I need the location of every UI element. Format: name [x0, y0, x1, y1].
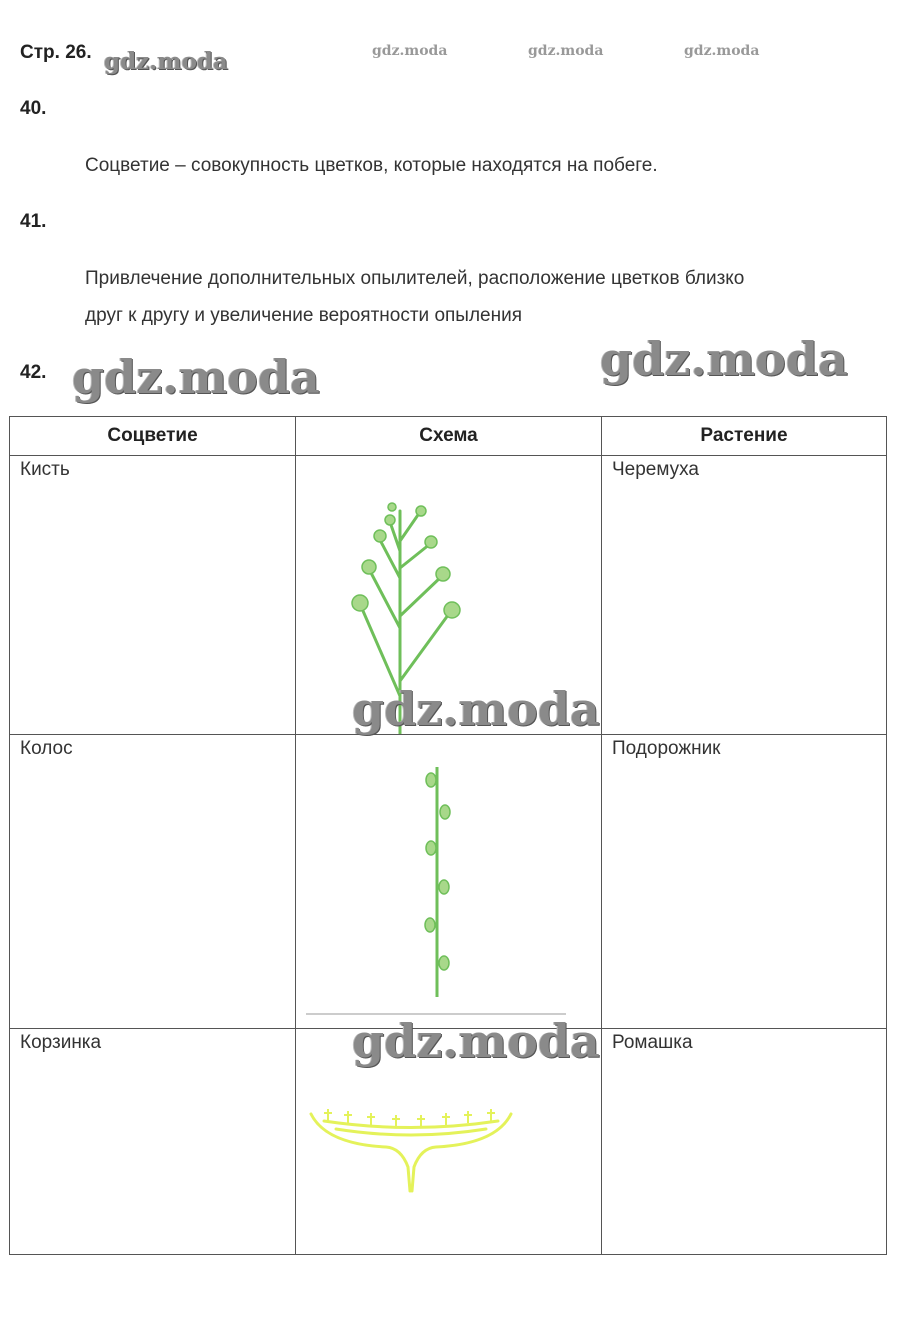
answer-40: Соцветие – совокупность цветков, которые находятся на побеге.	[85, 155, 658, 176]
plant-cell: Черемуха	[601, 456, 886, 735]
watermark: gdz.moda	[600, 332, 848, 386]
plant-cell: Подорожник	[601, 735, 886, 1029]
spike-diagram-icon	[296, 735, 587, 1028]
question-number-40: 40.	[20, 98, 47, 119]
inflorescence-cell: Корзинка	[10, 1029, 296, 1255]
table-row	[10, 735, 887, 1029]
watermark: gdz.moda	[372, 43, 448, 59]
watermark: gdz.moda	[352, 1014, 600, 1068]
answer-41-line-2: друг к другу и увеличение вероятности опыления	[85, 305, 522, 326]
schema-cell	[296, 735, 602, 1029]
answer-41-line-1: Привлечение дополнительных опылителей, расположение цветков близко	[85, 268, 745, 289]
question-number-42: 42.	[20, 362, 47, 383]
plant-cell: Ромашка	[601, 1029, 886, 1255]
table-header-row	[10, 417, 887, 456]
question-number-41: 41.	[20, 211, 47, 232]
column-header-inflorescence: Соцветие	[10, 417, 296, 456]
inflorescence-cell: Колос	[10, 735, 296, 1029]
watermark: gdz.moda	[104, 48, 228, 75]
watermark: gdz.moda	[72, 350, 320, 404]
inflorescence-cell: Кисть	[10, 456, 296, 735]
column-header-plant: Растение	[601, 417, 886, 456]
watermark: gdz.moda	[528, 43, 604, 59]
page-reference: Стр. 26.	[20, 42, 92, 63]
column-header-schema: Схема	[296, 417, 602, 456]
watermark: gdz.moda	[352, 682, 600, 736]
watermark: gdz.moda	[684, 43, 760, 59]
inflorescence-table	[9, 416, 887, 1255]
